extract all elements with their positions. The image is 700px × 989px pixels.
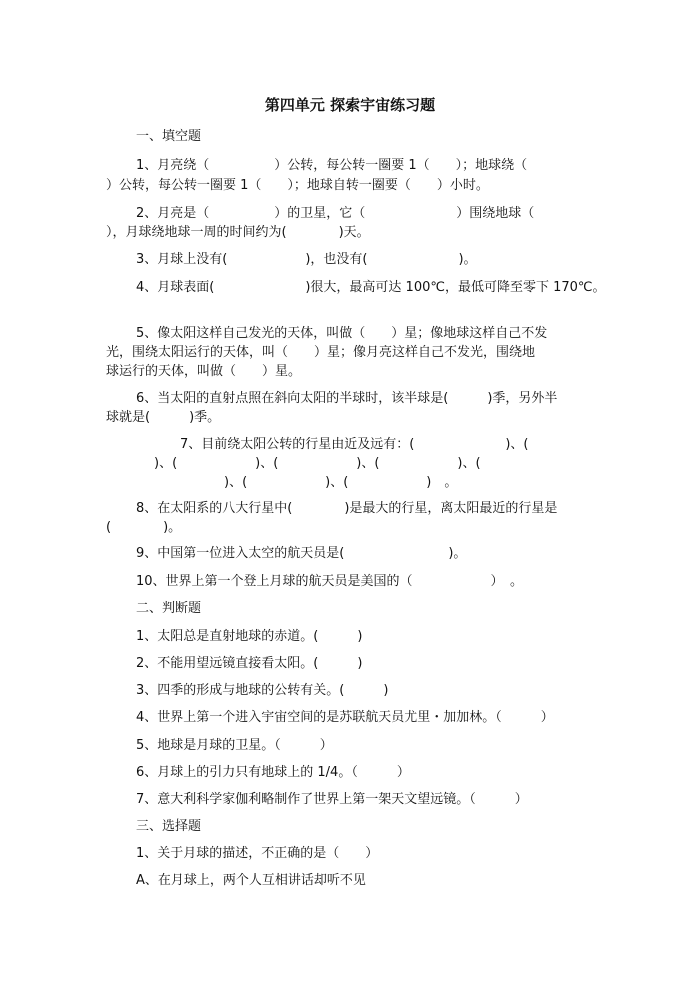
judge-q1: 1、太阳总是直射地球的赤道。( ) <box>136 629 363 644</box>
choice-q1: 1、关于月球的描述，不正确的是（ ） <box>136 846 379 861</box>
fill-q1-line1: 1、月亮绕（ ）公转，每公转一圈要 1（ ）；地球绕（ <box>136 158 528 173</box>
judge-q5: 5、地球是月球的卫星。（ ） <box>136 738 333 753</box>
fill-q7-line3: )、( )、( ) 。 <box>224 475 458 490</box>
fill-q3: 3、月球上没有( )，也没有( )。 <box>136 252 477 267</box>
choice-q1-option-a: A、在月球上，两个人互相讲话却听不见 <box>136 873 366 888</box>
section-heading-choice: 三、选择题 <box>136 819 202 834</box>
judge-q6: 6、月球上的引力只有地球上的 1/4。（ ） <box>136 765 410 780</box>
fill-q6-line1: 6、当太阳的直射点照在斜向太阳的半球时，该半球是( )季，另外半 <box>136 391 558 406</box>
judge-q4: 4、世界上第一个进入宇宙空间的是苏联航天员尤里・加加林。（ ） <box>136 710 554 725</box>
fill-q8-line2: ( )。 <box>106 520 182 535</box>
judge-q7: 7、意大利科学家伽利略制作了世界上第一架天文望远镜。（ ） <box>136 792 528 807</box>
fill-q5-line2: 光，围绕太阳运行的天体，叫（ ）星；像月亮这样自己不发光，围绕地 <box>106 345 536 360</box>
fill-q8-line1: 8、在太阳系的八大行星中( )是最大的行星，离太阳最近的行星是 <box>136 501 558 516</box>
fill-q1-line2: ）公转，每公转一圈要 1（ ）；地球自转一圈要（ ）小时。 <box>106 178 489 193</box>
fill-q5-line1: 5、像太阳这样自己发光的天体，叫做（ ）星；像地球这样自己不发 <box>136 326 548 341</box>
judge-q2: 2、不能用望远镜直接看太阳。( ) <box>136 656 363 671</box>
fill-q2-line2: ），月球绕地球一周的时间约为( )天。 <box>106 225 370 240</box>
fill-q5-line3: 球运行的天体，叫做（ ）星。 <box>106 364 302 379</box>
judge-q3: 3、四季的形成与地球的公转有关。( ) <box>136 683 389 698</box>
fill-q4: 4、月球表面( )很大，最高可达 100℃，最低可降至零下 170℃。 <box>136 280 606 295</box>
fill-q9: 9、中国第一位进入太空的航天员是( )。 <box>136 546 467 561</box>
section-heading-judge: 二、判断题 <box>136 601 202 616</box>
fill-q6-line2: 球就是( )季。 <box>106 410 221 425</box>
section-heading-fill: 一、填空题 <box>136 129 202 144</box>
fill-q10: 10、世界上第一个登上月球的航天员是美国的（ ） 。 <box>136 574 524 589</box>
page-title: 第四单元 探索宇宙练习题 <box>264 96 436 114</box>
fill-q2-line1: 2、月亮是（ ）的卫星，它（ ）围绕地球（ <box>136 206 535 221</box>
fill-q7-line1: 7、目前绕太阳公转的行星由近及远有：( )、( <box>180 437 529 452</box>
fill-q7-line2: )、( )、( )、( )、( <box>154 456 481 471</box>
